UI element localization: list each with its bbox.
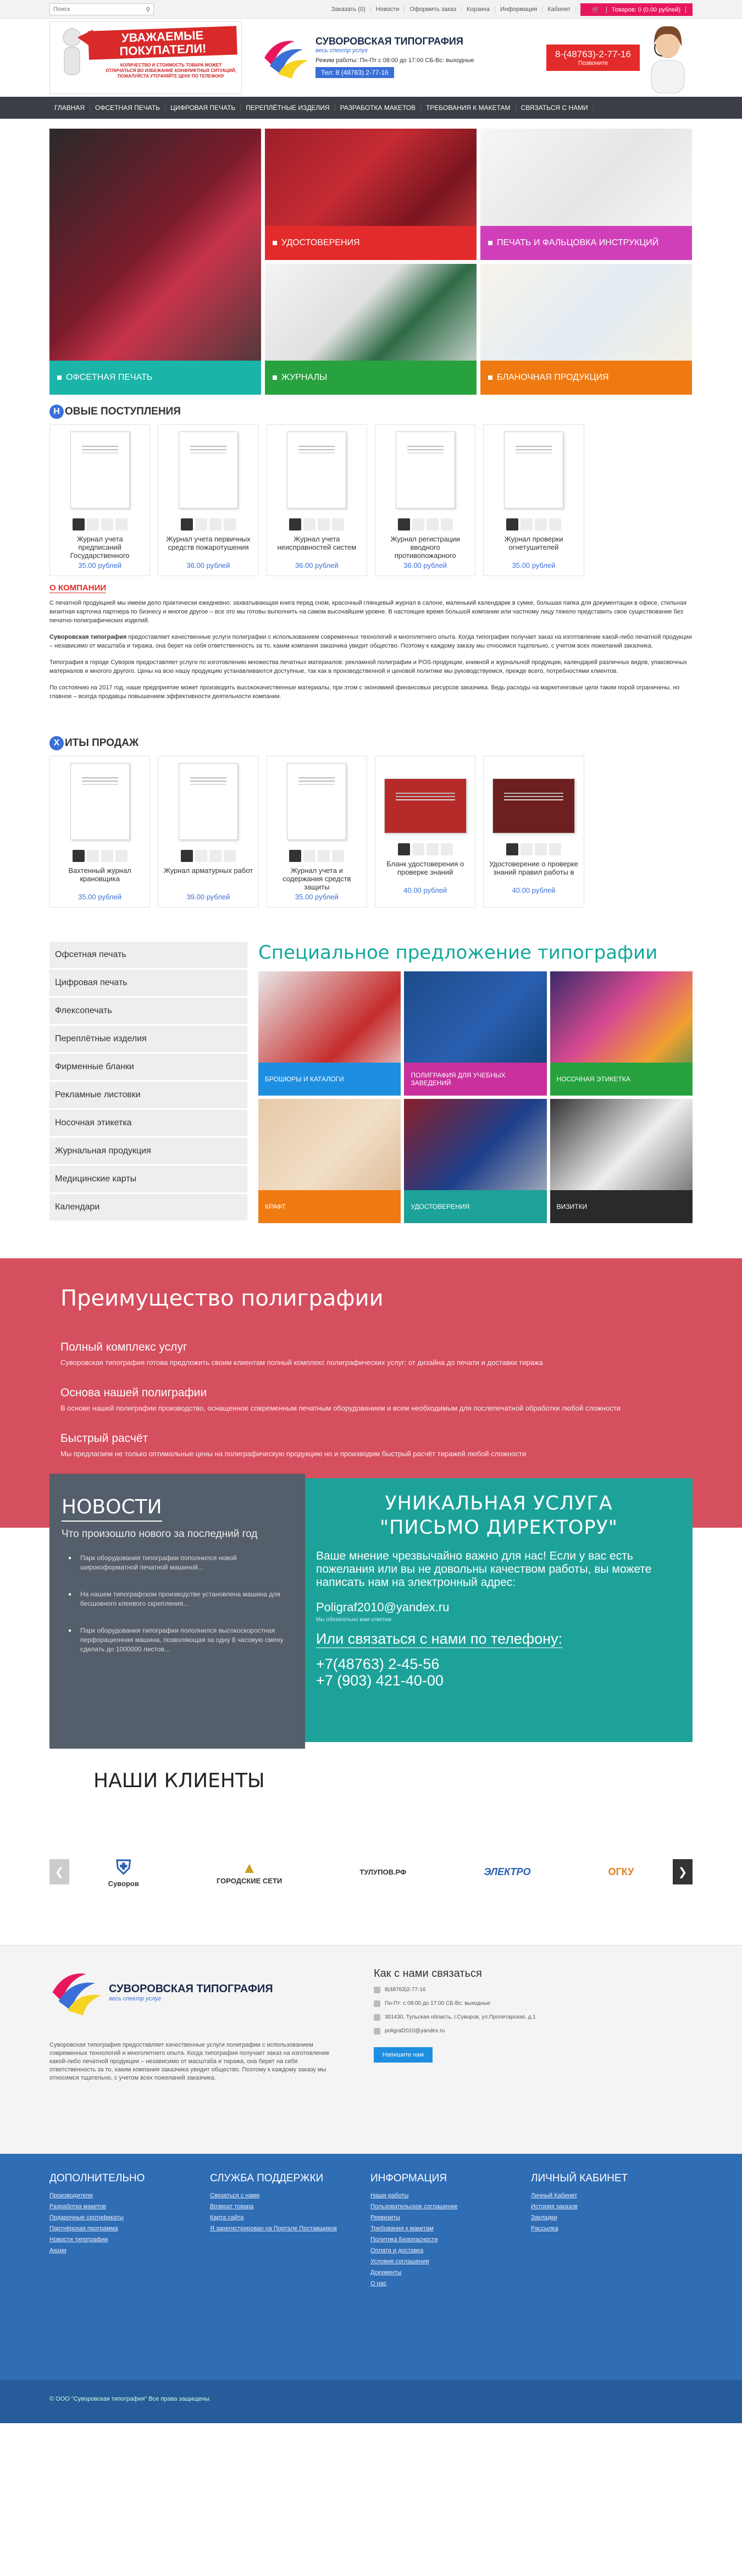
- header-contact: [546, 22, 693, 93]
- special-tile[interactable]: [404, 971, 546, 1096]
- cart-icon[interactable]: [289, 850, 301, 862]
- footer-phone[interactable]: 8(48763)2-77-16: [374, 1987, 536, 1993]
- footer-link[interactable]: О нас: [370, 2280, 387, 2287]
- client-logos: [69, 1856, 673, 1888]
- footer-link[interactable]: История заказов: [531, 2203, 578, 2210]
- tile-certificates-label: УДОСТОВЕРЕНИЯ: [265, 226, 477, 260]
- category-sidebar: [49, 942, 247, 1223]
- product-price: 36.00 рублей: [403, 561, 447, 570]
- footer-link[interactable]: Наши работы: [370, 2192, 409, 2199]
- product-image[interactable]: [504, 432, 563, 508]
- compare-icon[interactable]: [520, 843, 533, 855]
- client-logo[interactable]: [359, 1868, 406, 1876]
- news-unique-row: [49, 1478, 693, 1749]
- news-panel: [49, 1474, 305, 1749]
- cart-icon[interactable]: [506, 518, 518, 530]
- client-logo[interactable]: [484, 1866, 530, 1878]
- client-logo[interactable]: [217, 1859, 282, 1885]
- view-icon[interactable]: [549, 843, 561, 855]
- cart-icon: 🛒: [587, 7, 607, 13]
- compare-icon[interactable]: [303, 850, 315, 862]
- product-card[interactable]: [158, 424, 258, 576]
- title-text: ОВЫЕ ПОСТУПЛЕНИЯ: [65, 406, 181, 417]
- product-image[interactable]: [70, 432, 130, 508]
- product-price: 40.00 рублей: [512, 886, 556, 894]
- special-section: [49, 942, 693, 1223]
- product-image[interactable]: [179, 432, 238, 508]
- unique-or-phone: Или связаться с нами по телефону:: [316, 1630, 563, 1647]
- new-arrivals-title: [49, 405, 693, 419]
- wishlist-icon[interactable]: [427, 843, 439, 855]
- about-section: [49, 584, 693, 701]
- client-logo-text: ТУЛУПОВ.РФ: [359, 1867, 407, 1876]
- product-card[interactable]: [483, 424, 584, 576]
- footer-link[interactable]: Производители: [49, 2192, 93, 2199]
- hits-title: [49, 736, 693, 750]
- footer-link[interactable]: Возврат товара: [210, 2203, 254, 2210]
- top-menu-cart[interactable]: Корзина: [462, 6, 495, 13]
- sidebar-item-medical[interactable]: Медицинские карты: [49, 1166, 247, 1192]
- client-logo[interactable]: [608, 1866, 634, 1878]
- compare-icon[interactable]: [520, 518, 533, 530]
- sidebar-item-flyers[interactable]: Рекламные листовки: [49, 1082, 247, 1108]
- sidebar-item-calendars[interactable]: Календари: [49, 1194, 247, 1220]
- new-arrivals-list: [49, 424, 693, 576]
- about-p2-wrap: [49, 633, 693, 650]
- footer-link[interactable]: Закладки: [531, 2214, 557, 2221]
- product-price: 40.00 рублей: [403, 886, 447, 894]
- unique-phone-1[interactable]: +7(48763) 2-45-56: [316, 1656, 440, 1672]
- cart-icon[interactable]: [181, 850, 193, 862]
- special-tile-label: БРОШЮРЫ И КАТАЛОГИ: [258, 1063, 401, 1096]
- carousel-prev-button[interactable]: [49, 1859, 69, 1884]
- client-logo-text: ГОРОДСКИЕ СЕТИ: [216, 1876, 283, 1885]
- search-box[interactable]: [49, 3, 154, 15]
- footer-col-account: [531, 2173, 691, 2291]
- footer-col-support: [210, 2173, 370, 2291]
- logo-icon: [262, 36, 311, 80]
- about-p2-bold: Суворовская типография: [49, 634, 127, 640]
- sidebar-item-offset[interactable]: Офсетная печать: [49, 942, 247, 968]
- product-card[interactable]: [158, 756, 258, 908]
- view-icon[interactable]: [115, 518, 128, 530]
- promo-title: УВАЖАЕМЫЕ ПОКУПАТЕЛИ!: [88, 26, 237, 59]
- footer-link[interactable]: Связаться с нами: [210, 2192, 260, 2199]
- title-text: ИТЫ ПРОДАЖ: [65, 737, 139, 749]
- footer-link[interactable]: Новости типографии: [49, 2236, 108, 2243]
- nav-contact[interactable]: СВЯЗАТЬСЯ С НАМИ: [516, 104, 594, 112]
- product-image[interactable]: [70, 763, 130, 840]
- special-tile-label: УДОСТОВЕРЕНИЯ: [404, 1190, 546, 1223]
- product-actions: [375, 843, 475, 855]
- product-actions: [375, 518, 475, 530]
- unique-note: Мы обязательно вам ответим: [316, 1617, 392, 1623]
- product-name[interactable]: Бланк удостоверения о проверке знаний: [386, 860, 464, 876]
- wishlist-icon[interactable]: [318, 850, 330, 862]
- client-logo-text: Суворов: [108, 1880, 139, 1888]
- top-menu-bookmarks[interactable]: Заказать (0): [326, 6, 371, 13]
- product-name[interactable]: Журнал арматурных работ: [163, 866, 253, 875]
- product-image[interactable]: [179, 763, 238, 840]
- cart-summary: Товаров: 0 (0.00 рублей): [607, 7, 686, 13]
- footer-link[interactable]: Оплата и доставка: [370, 2247, 424, 2254]
- sidebar-item-digital[interactable]: Цифровая печать: [49, 970, 247, 996]
- footer-link[interactable]: Подарочные сертификаты: [49, 2214, 124, 2221]
- footer-link[interactable]: Политика Безопасности: [370, 2236, 438, 2243]
- special-tile-label: ВИЗИТКИ: [550, 1190, 693, 1223]
- clients-carousel: [49, 1847, 693, 1897]
- footer-email[interactable]: poligraf2010@yandex.ru: [374, 2028, 536, 2034]
- client-logo-text: ЭЛЕКТРО: [484, 1866, 531, 1877]
- footer-col-title: СЛУЖБА ПОДДЕРЖКИ: [210, 2173, 324, 2184]
- footer-col-title: ЛИЧНЫЙ КАБИНЕТ: [531, 2173, 628, 2184]
- nav-offset[interactable]: ОФСЕТНАЯ ПЕЧАТЬ: [90, 104, 165, 112]
- sidebar-item-flexo[interactable]: Флексопечать: [49, 998, 247, 1024]
- news-list: [62, 1554, 293, 1654]
- footer-links: [0, 2154, 742, 2380]
- brand-slogan: весь спектр услуг: [315, 47, 368, 54]
- footer-brand-slogan: весь спектр услуг: [109, 1995, 162, 2002]
- compare-icon[interactable]: [412, 518, 424, 530]
- unique-service-panel: [305, 1478, 693, 1742]
- cart-button[interactable]: [580, 3, 693, 16]
- product-image[interactable]: [287, 432, 346, 508]
- cart-icon[interactable]: [289, 518, 301, 530]
- client-logo[interactable]: [108, 1856, 139, 1888]
- product-name[interactable]: Удостоверение о проверке знаний правил работы в: [489, 860, 578, 876]
- footer-link[interactable]: Пользовательское соглашение: [370, 2203, 458, 2210]
- wishlist-icon[interactable]: [101, 518, 113, 530]
- product-card[interactable]: [49, 756, 150, 908]
- wishlist-icon[interactable]: [427, 518, 439, 530]
- view-icon[interactable]: [332, 518, 344, 530]
- footer-link[interactable]: Я зарегистрирован на Портале Поставщиков: [210, 2225, 337, 2232]
- product-name[interactable]: Журнал учета первичных средств пожаротушения: [166, 535, 251, 551]
- product-card[interactable]: [267, 756, 367, 908]
- cart-icon[interactable]: [398, 518, 410, 530]
- about-p3: Типография в городе Суворов предоставляет услуги по изготовлению множества печатных материалов: рекламной полиграфии и POS-продукции, книжной и журнальной продукции, календарей различных видов, упаковочных материалов и многого другого. Цены на всю нашу продукцию устанавливаются доступные, так как в производственной и ценовой политике мы руководствуемся, прежде всего, потребностями клиентов.: [49, 659, 687, 675]
- search-icon[interactable]: ⚲: [145, 6, 150, 13]
- product-price: 35.00 рублей: [295, 893, 339, 901]
- footer-description: Суворовская типография предоставляет качественные услуги полиграфии с использованием современных технологий и многолетнего опыта. Когда типография получает заказ на изготовление какой-либо печатной продукции – независимо от масштаба и тиража, она берет на себя ответственность за то, каким компания заказчика увидит общество. Поэтому к каждому заказу мы относимся тщательно, с учетом всех пожеланий заказчика.: [49, 2042, 330, 2081]
- tile-journals-label: ЖУРНАЛЫ: [265, 361, 477, 395]
- promo-text: КОЛИЧЕСТВО И СТОИМОСТЬ ТОВАРА МОЖЕТ ОТЛИЧАТЬСЯ ВО ИЗБЕЖАНИЕ КОНФЛИКТНЫХ СИТУАЦИЙ, ПОЖАЛУЙСТА УТОЧНЯЙТЕ ЦЕНУ ПО ТЕЛЕФОНУ: [106, 63, 236, 79]
- title-dot: Н: [49, 405, 64, 419]
- footer-col-title: ИНФОРМАЦИЯ: [370, 2173, 447, 2184]
- special-title: Специальное предложение типографии: [258, 942, 658, 964]
- product-card[interactable]: [375, 756, 475, 908]
- top-menu-account[interactable]: Кабинет: [542, 6, 576, 13]
- top-menu-info[interactable]: Информация: [495, 6, 542, 13]
- footer-link[interactable]: Рассылка: [531, 2225, 558, 2232]
- special-tile-label: НОСОЧНАЯ ЭТИКЕТКА: [550, 1063, 693, 1096]
- nav-digital[interactable]: ЦИФРОВАЯ ПЕЧАТЬ: [165, 104, 241, 112]
- product-name[interactable]: Вахтенный журнал крановщика: [68, 866, 131, 883]
- logo-icon: [49, 1967, 104, 2017]
- view-icon[interactable]: [224, 850, 236, 862]
- unique-question: Ваше мнение чрезвычайно важно для нас! Если у вас есть пожелания или вы не довольны качеством работы, вы можете написать нам на электронный адрес:: [316, 1550, 652, 1589]
- view-icon[interactable]: [549, 518, 561, 530]
- wishlist-icon[interactable]: [209, 518, 222, 530]
- about-p1: С печатной продукцией мы имеем дело практически ежедневно: захватывающая книга перед сном, красочный глянцевый журнал в салоне, маленький календарик в сумке, большая папка для документации в офисе, стильная визитная карточка партнера по бизнесу и многое другое – все это мы готовы выполнить на самом высочайшем уровне. В настоящее время большой компании или частному лицу тяжело представить свое существование без печатно-полиграфических изделий.: [49, 600, 686, 624]
- footer-top: [0, 1945, 742, 2154]
- product-actions: [50, 518, 149, 530]
- cart-icon[interactable]: [181, 518, 193, 530]
- carousel-next-button[interactable]: [673, 1859, 693, 1884]
- wishlist-icon[interactable]: [535, 843, 547, 855]
- product-price: 36.00 рублей: [186, 561, 230, 570]
- product-actions: [484, 843, 583, 855]
- product-actions: [50, 850, 149, 862]
- product-price: 36.00 рублей: [295, 561, 339, 570]
- product-name[interactable]: Журнал учета неисправностей систем: [277, 535, 357, 551]
- wishlist-icon[interactable]: [209, 850, 222, 862]
- header: [49, 19, 693, 97]
- footer-link[interactable]: Условия соглашения: [370, 2258, 429, 2265]
- special-grid: [258, 971, 693, 1223]
- footer-link[interactable]: Документы: [370, 2269, 402, 2276]
- clients-title: НАШИ КЛИЕНТЫ: [93, 1770, 265, 1792]
- wishlist-icon[interactable]: [101, 850, 113, 862]
- news-item[interactable]: ● Парк оборудования типографии пополнился новой широкоформатной печатной машиной...: [62, 1554, 293, 1572]
- news-item[interactable]: ● Парк оборудования типографии пополнился высокоскоростная перфорационная машина, позволяющая за одну 8 часовую смену сделать до 1000000 листов...: [62, 1626, 293, 1654]
- cart-icon[interactable]: [73, 850, 85, 862]
- product-actions: [484, 518, 583, 530]
- footer-link[interactable]: Требования к макетам: [370, 2225, 434, 2232]
- phone-box[interactable]: [546, 45, 640, 71]
- footer-link[interactable]: Карта сайта: [210, 2214, 244, 2221]
- view-icon[interactable]: [441, 518, 453, 530]
- tile-certificates[interactable]: [265, 129, 477, 260]
- news-title[interactable]: НОВОСТИ: [62, 1496, 162, 1522]
- footer-col-extra: [49, 2173, 210, 2291]
- news-subtitle: Что произошло нового за последний год: [62, 1528, 258, 1540]
- tile-forms[interactable]: [480, 264, 692, 395]
- product-price: 35.00 рублей: [78, 561, 122, 570]
- footer-link[interactable]: Реквизиты: [370, 2214, 400, 2221]
- special-tile[interactable]: [550, 971, 693, 1096]
- special-tile[interactable]: [550, 1099, 693, 1223]
- footer-col-title: ДОПОЛНИТЕЛЬНО: [49, 2173, 145, 2184]
- footer-brand[interactable]: [49, 1967, 357, 2017]
- compare-icon[interactable]: [195, 850, 207, 862]
- cart-icon[interactable]: [73, 518, 85, 530]
- advantages-title: Преимущество полиграфии: [60, 1286, 384, 1311]
- coat-of-arms-icon: ⛨: [116, 1856, 131, 1878]
- top-menu: [326, 3, 693, 16]
- unique-phone-2[interactable]: +7 (903) 421-40-00: [316, 1672, 444, 1689]
- view-icon[interactable]: [115, 850, 128, 862]
- advantage-heading: Быстрый расчёт: [60, 1432, 148, 1445]
- news-item[interactable]: ● На нашем типографском производстве установлена машина для бесшовного клеевого скрепления...: [62, 1590, 293, 1608]
- flame-icon: ▲: [241, 1859, 257, 1876]
- nav-layouts[interactable]: РАЗРАБОТКА МАКЕТОВ: [335, 104, 421, 112]
- search-input[interactable]: [53, 6, 136, 13]
- advantage-text: Суворовская типография готова предложить своим клиентам полный комплекс полиграфических услуг: от дизайна до печати и доставки тиража: [60, 1358, 543, 1367]
- product-actions: [267, 518, 367, 530]
- header-tel[interactable]: Тел: 8 (48763) 2-77-16: [315, 67, 394, 78]
- footer-link[interactable]: Личный Кабинет: [531, 2192, 578, 2199]
- sidebar-item-sock-label[interactable]: Носочная этикетка: [49, 1110, 247, 1136]
- footer-contact-title: Как с нами связаться: [374, 1967, 482, 1980]
- footer-contacts: [374, 1967, 536, 2082]
- special-tile[interactable]: [258, 1099, 401, 1223]
- footer-brand-name: СУВОРОВСКАЯ ТИПОГРАФИЯ: [109, 1982, 273, 1995]
- special-tile[interactable]: [258, 971, 401, 1096]
- compare-icon[interactable]: [195, 518, 207, 530]
- product-price: 35.00 рублей: [512, 561, 556, 570]
- product-name[interactable]: Журнал проверки огнетушителей: [504, 535, 563, 551]
- special-tile-label: ПОЛИГРАФИЯ ДЛЯ УЧЕБНЫХ ЗАВЕДЕНИЙ: [404, 1063, 546, 1096]
- compare-icon[interactable]: [412, 843, 424, 855]
- cart-icon[interactable]: [398, 843, 410, 855]
- top-menu-checkout[interactable]: Оформить заказ: [405, 6, 462, 13]
- special-offer: [258, 942, 693, 1223]
- hits-list: [49, 756, 693, 908]
- advantage-text: Мы предлагаем не только оптимальные цены на полиграфическую продукцию но и производим быстрый расчёт тиражей любой сложности: [60, 1450, 527, 1458]
- working-hours: Режим работы: Пн-Пт с 08:00 до 17:00 СБ-Вс: выходные: [315, 57, 474, 64]
- footer-link[interactable]: Разработка макетов: [49, 2203, 106, 2210]
- sidebar-item-letterhead[interactable]: Фирменные бланки: [49, 1054, 247, 1080]
- copyright-bar: [0, 2380, 742, 2423]
- compare-icon[interactable]: [87, 518, 99, 530]
- view-icon[interactable]: [332, 850, 344, 862]
- view-icon[interactable]: [441, 843, 453, 855]
- product-price: 35.00 рублей: [78, 893, 122, 901]
- unique-email[interactable]: Poligraf2010@yandex.ru: [316, 1600, 450, 1614]
- tile-instructions-label: ПЕЧАТЬ И ФАЛЬЦОВКА ИНСТРУКЦИЙ: [480, 226, 692, 260]
- product-card[interactable]: [483, 756, 584, 908]
- chevron-right-icon: ❯: [678, 1866, 688, 1878]
- product-actions: [158, 518, 258, 530]
- wishlist-icon[interactable]: [318, 518, 330, 530]
- unique-title-2: "ПИСЬМО ДИРЕКТОРУ": [380, 1517, 618, 1539]
- write-us-button[interactable]: Напишите нам: [374, 2047, 433, 2063]
- product-actions: [267, 850, 367, 862]
- view-icon[interactable]: [224, 518, 236, 530]
- advantage-heading: Основа нашей полиграфии: [60, 1386, 207, 1399]
- cart-icon[interactable]: [506, 843, 518, 855]
- top-bar: [0, 0, 742, 19]
- compare-icon[interactable]: [303, 518, 315, 530]
- tile-forms-label: БЛАНОЧНАЯ ПРОДУКЦИЯ: [480, 361, 692, 395]
- about-p2: предоставляет качественные услуги полиграфии с использованием современных технологий и многолетнего опыта. Когда типография получает заказ на изготовление какой-либо печатной продукции – независимо от масштаба и тиража, она берет на себя ответственность за то, каким компания заказчика увидит общество. Поэтому к каждому заказу мы относимся тщательно, с учетом всех пожеланий заказчика.: [49, 634, 692, 649]
- product-card[interactable]: [267, 424, 367, 576]
- footer-address: 301430, Тульская область, г.Суворов, ул.Пролетарская, д.1: [374, 2014, 536, 2020]
- product-name[interactable]: Журнал учета предписаний Государственного: [70, 535, 130, 560]
- footer-link[interactable]: Акции: [49, 2247, 67, 2254]
- brand[interactable]: [262, 36, 474, 80]
- product-card[interactable]: [375, 424, 475, 576]
- wishlist-icon[interactable]: [535, 518, 547, 530]
- special-tile[interactable]: [404, 1099, 546, 1223]
- product-price: 39.00 рублей: [186, 893, 230, 901]
- brand-name: СУВОРОВСКАЯ ТИПОГРАФИЯ: [315, 36, 463, 47]
- footer-link[interactable]: Партнёрская программа: [49, 2225, 118, 2232]
- product-image[interactable]: [396, 432, 455, 508]
- product-name[interactable]: Журнал учета и содержания средств защиты: [283, 866, 351, 891]
- product-name[interactable]: Журнал регистрации вводного противопожарного: [390, 535, 460, 560]
- product-image[interactable]: [287, 763, 346, 840]
- sidebar-item-journals[interactable]: Журнальная продукция: [49, 1138, 247, 1164]
- tile-journals[interactable]: [265, 264, 477, 395]
- product-card[interactable]: [49, 424, 150, 576]
- main-nav: [0, 97, 742, 119]
- compare-icon[interactable]: [87, 850, 99, 862]
- copyright-text: © ООО "Суворовская типография" Все права защищены.: [49, 2396, 211, 2402]
- hero-grid: [49, 129, 693, 395]
- footer-hours: Пн-Пт: с 08:00 до 17:00 СБ-Вс: выходные: [374, 2000, 536, 2006]
- about-p4: По состоянию на 2017 год, наше предприятие может производить высококачественные материалы, при этом с экономией финансовых ресурсов заказчика. Ведь расходы на маркетинговые цели таким порой ограничены, но главное – всегда продавцы повышением эффективности деятельности компании.: [49, 684, 680, 700]
- unique-title-1: УНИКАЛЬНАЯ УСЛУГА: [385, 1492, 613, 1514]
- chevron-left-icon: ❮: [54, 1866, 64, 1878]
- special-tile-label: КРАФТ: [258, 1190, 401, 1223]
- footer-about: [49, 1967, 357, 2082]
- nav-binding[interactable]: ПЕРЕПЛЁТНЫЕ ИЗДЕЛИЯ: [241, 104, 335, 112]
- promo-banner: [49, 21, 242, 94]
- nav-home[interactable]: ГЛАВНАЯ: [49, 104, 90, 112]
- sidebar-item-binding[interactable]: Переплётные изделия: [49, 1026, 247, 1052]
- tile-offset-label: ОФСЕТНАЯ ПЕЧАТЬ: [49, 361, 261, 395]
- about-title: О КОМПАНИИ: [49, 583, 107, 593]
- tile-offset[interactable]: [49, 129, 261, 395]
- product-image[interactable]: [384, 778, 467, 833]
- footer-col-info: [370, 2173, 531, 2291]
- client-logo-text: ОГКУ: [608, 1866, 634, 1877]
- advantage-heading: Полный комплекс услуг: [60, 1341, 187, 1353]
- nav-requirements[interactable]: ТРЕБОВАНИЯ К МАКЕТАМ: [421, 104, 516, 112]
- phone-number: 8-(48763)-2-77-16: [555, 49, 631, 59]
- advantage-text: В основе нашей полиграфии производство, оснащенное современным печатным оборудованием и всем необходимым для послепечатной обработки любой сложности: [60, 1404, 621, 1412]
- tile-instructions[interactable]: [480, 129, 692, 260]
- clients-section: [49, 1770, 693, 1897]
- callback-label: Позвоните: [578, 60, 608, 67]
- product-actions: [158, 850, 258, 862]
- product-image[interactable]: [492, 778, 575, 833]
- operator-avatar: [643, 22, 693, 93]
- top-menu-news[interactable]: Новости: [371, 6, 405, 13]
- title-dot: Х: [49, 736, 64, 750]
